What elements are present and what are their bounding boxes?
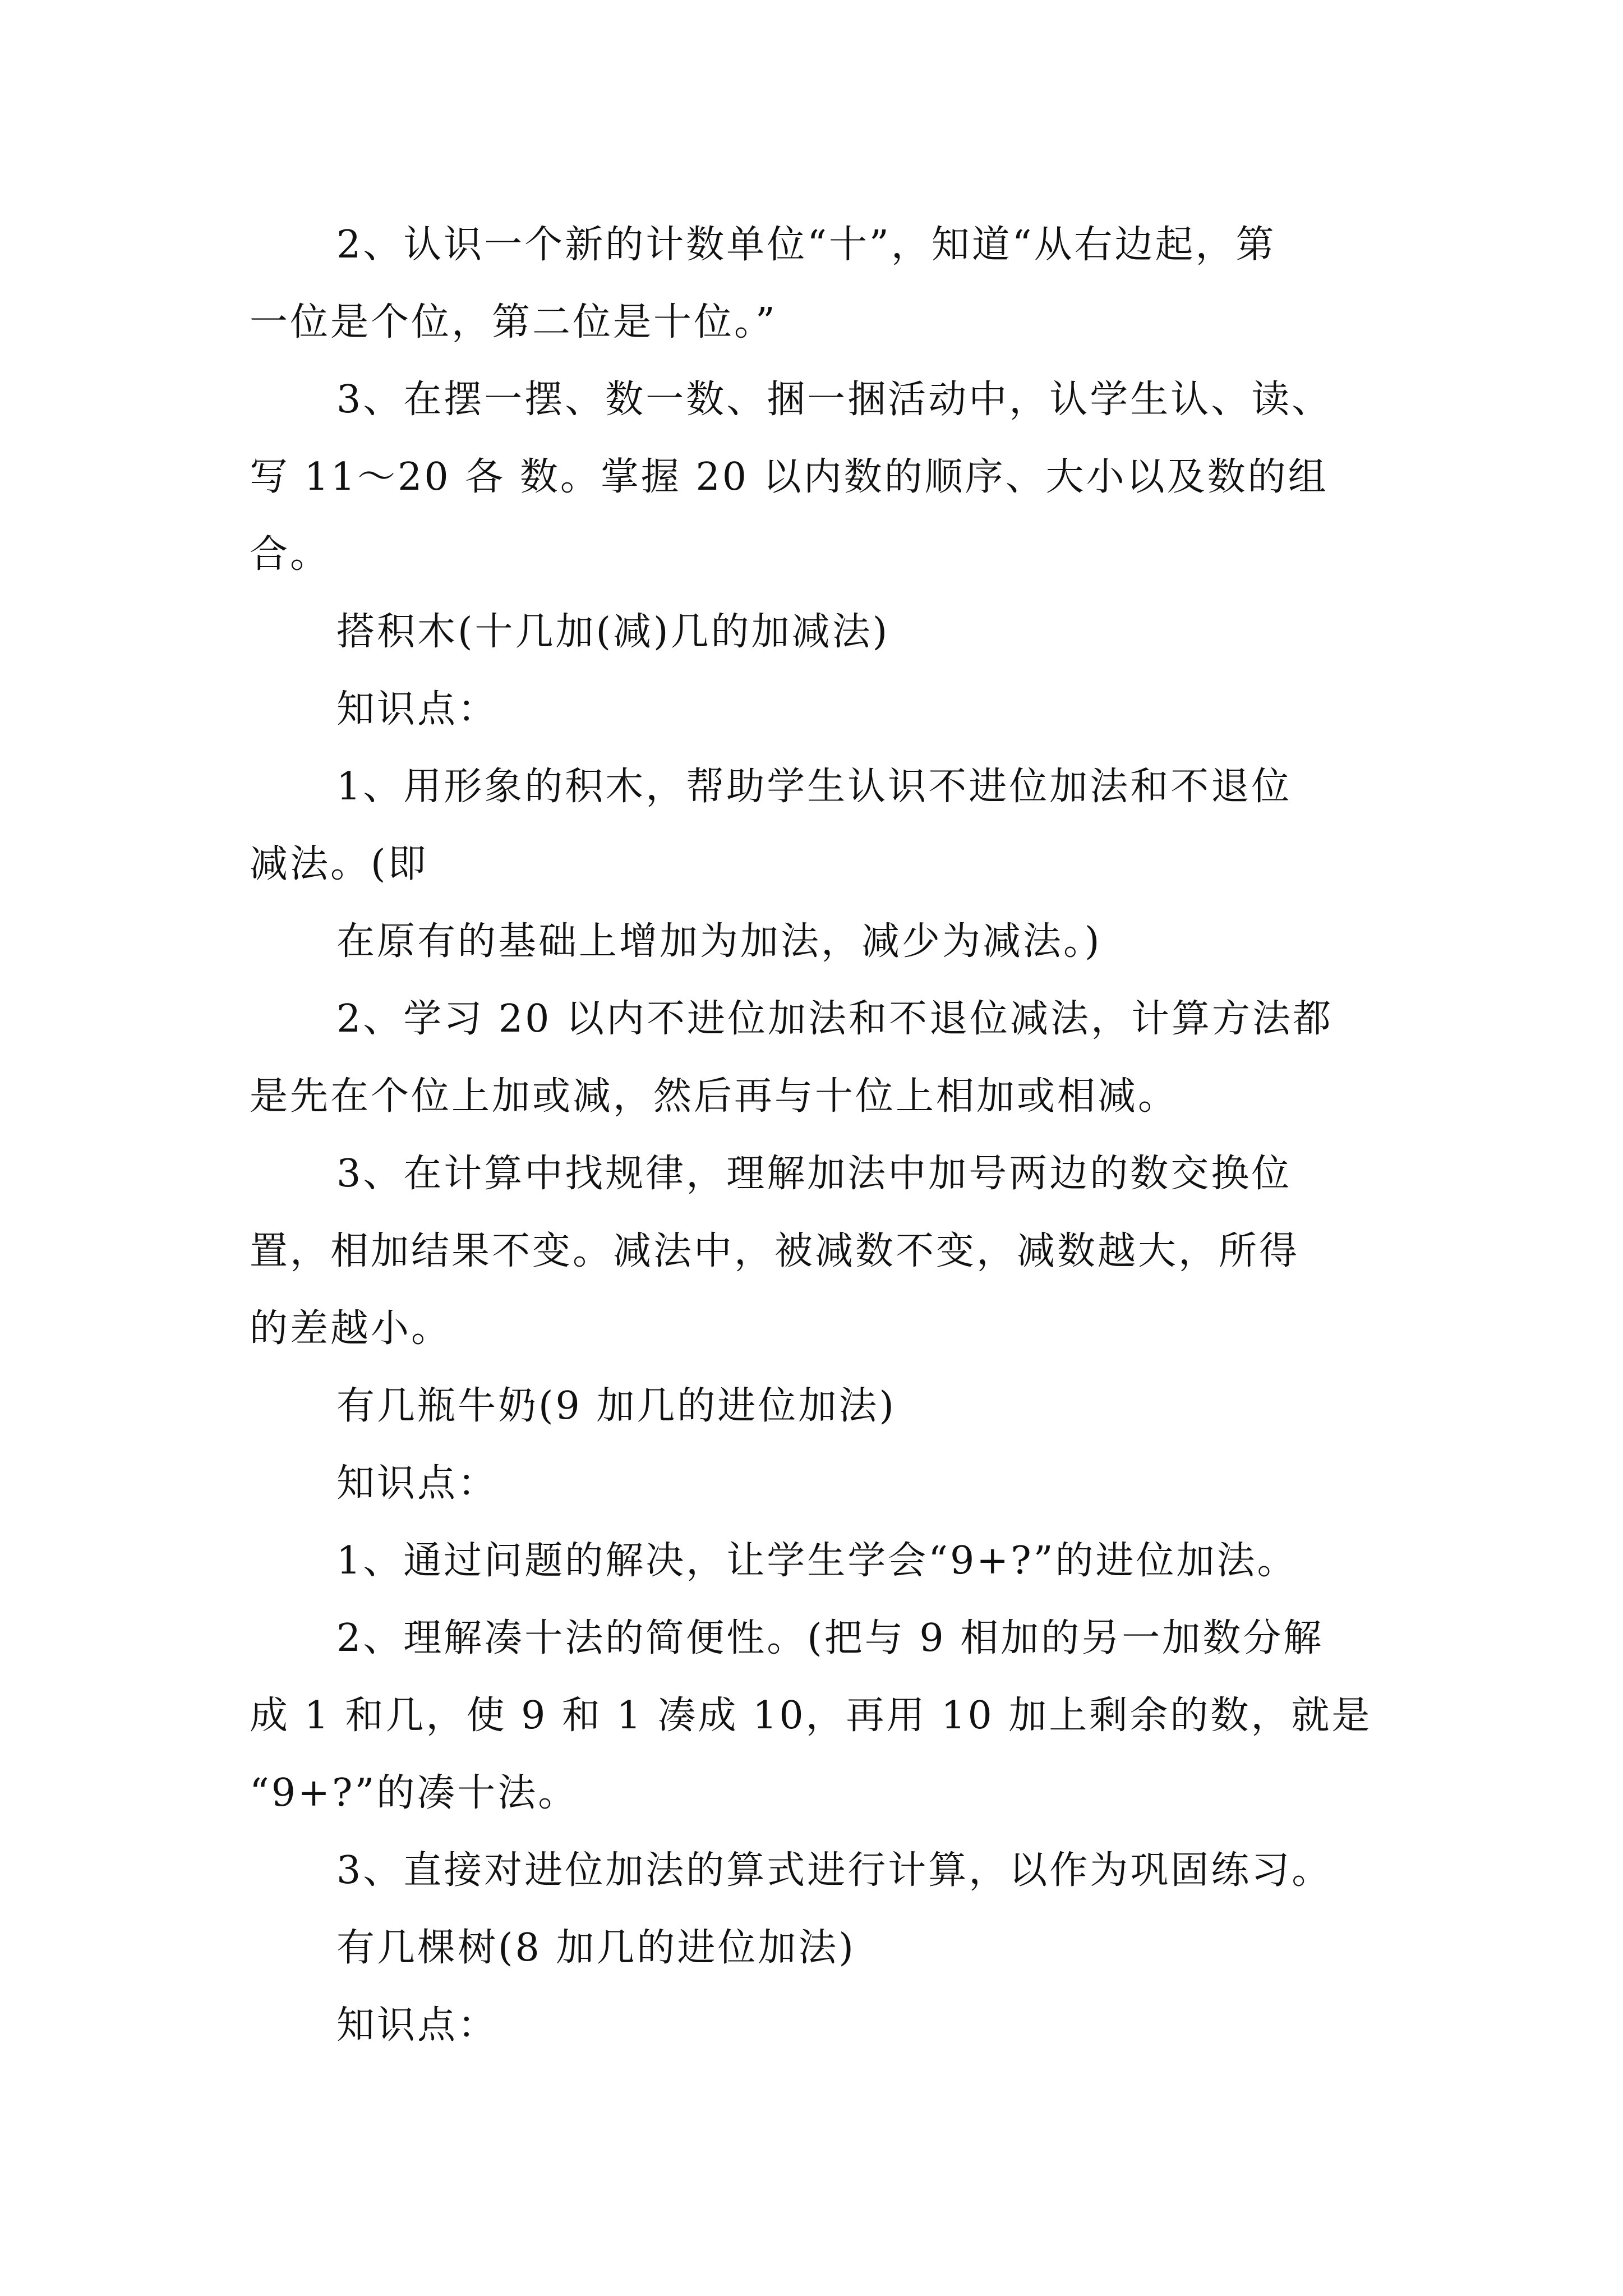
paragraph-line: 1、用形象的积木，帮助学生认识不进位加法和不退位	[336, 765, 1292, 809]
paragraph-line: 置，相加结果不变。减法中，被减数不变，减数越大，所得	[250, 1229, 1300, 1273]
paragraph-line: 2、认识一个新的计数单位“十”，知道“从右边起，第	[336, 223, 1276, 267]
section-heading: 搭积木(十几加(减)几的加减法)	[336, 610, 890, 654]
section-heading: 有几瓶牛奶(9 加几的进位加法)	[336, 1384, 896, 1428]
section-heading: 有几棵树(8 加几的进位加法)	[336, 1926, 856, 1970]
paragraph-line: 减法。(即	[250, 842, 428, 886]
paragraph-line: 写 11～20 各 数。掌握 20 以内数的顺序、大小以及数的组	[250, 455, 1329, 499]
paragraph-line: 3、直接对进位加法的算式进行计算，以作为巩固练习。	[336, 1848, 1332, 1893]
paragraph-line: 一位是个位，第二位是十位。”	[250, 300, 777, 344]
section-label: 知识点：	[336, 1461, 499, 1506]
paragraph-line: “9+?”的凑十法。	[250, 1771, 579, 1815]
paragraph-line: 2、理解凑十法的简便性。(把与 9 相加的另一加数分解	[336, 1616, 1324, 1660]
paragraph-line: 在原有的基础上增加为加法，减少为减法。)	[336, 919, 1102, 964]
paragraph-line: 成 1 和几，使 9 和 1 凑成 10，再用 10 加上剩余的数，就是	[250, 1694, 1372, 1738]
paragraph-line: 的差越小。	[250, 1306, 452, 1351]
paragraph-line: 3、在摆一摆、数一数、捆一捆活动中，认学生认、读、	[336, 378, 1332, 422]
paragraph-line: 是先在个位上加或减，然后再与十位上相加或相减。	[250, 1074, 1179, 1119]
paragraph-line: 3、在计算中找规律，理解加法中加号两边的数交换位	[336, 1152, 1292, 1196]
paragraph-line: 1、通过问题的解决，让学生学会“9+?”的进位加法。	[336, 1539, 1298, 1583]
section-label: 知识点：	[336, 687, 499, 731]
section-label: 知识点：	[336, 2003, 499, 2047]
paragraph-line: 2、学习 20 以内不进位加法和不退位减法，计算方法都	[336, 997, 1334, 1041]
paragraph-line: 合。	[250, 532, 331, 577]
